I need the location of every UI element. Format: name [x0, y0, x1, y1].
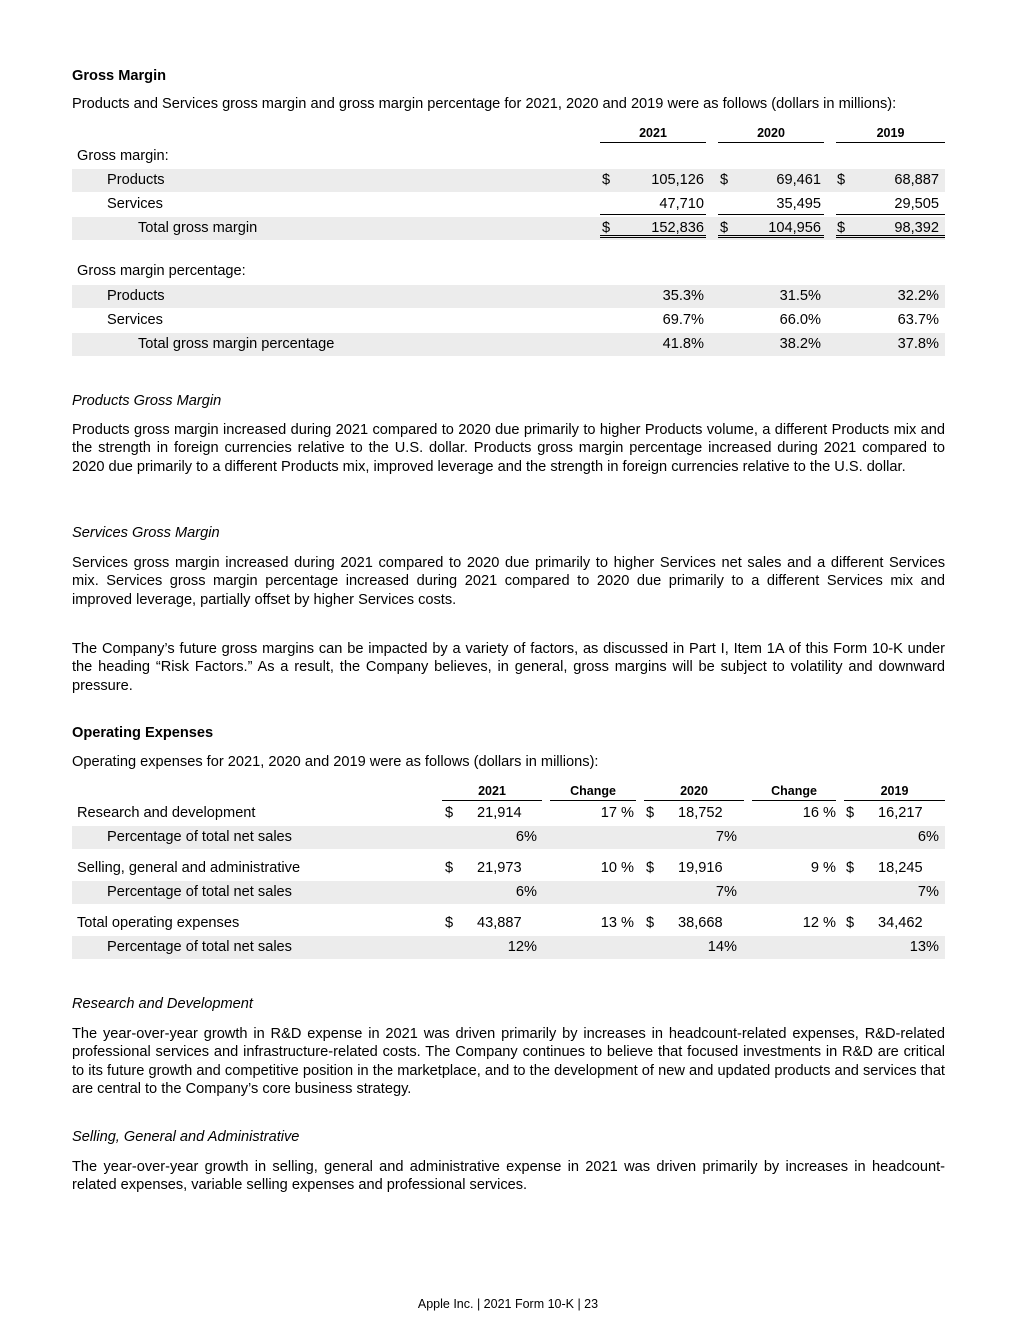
pct-2019: 13%: [909, 939, 939, 955]
row-label: Research and development: [77, 805, 256, 821]
pct-2019: 6%: [917, 829, 939, 845]
value-2019: 16,217: [878, 805, 923, 821]
change-1: 10 %: [600, 860, 634, 876]
opex-header-change-1: Change: [550, 783, 636, 801]
row-label: Percentage of total net sales: [107, 939, 292, 955]
change-2: 16 %: [802, 805, 836, 821]
opex-heading: Operating Expenses: [72, 725, 214, 741]
value-2019: 29,505: [894, 196, 939, 212]
gm-pct-section-label: Gross margin percentage:: [77, 263, 246, 279]
dollar-sign: $: [602, 172, 611, 188]
services-gm-heading: Services Gross Margin: [72, 525, 220, 541]
value-2020: 18,752: [678, 805, 723, 821]
pct-2019: 32.2%: [897, 288, 939, 304]
pct-2020: 7%: [715, 829, 737, 845]
row-label: Services: [107, 196, 163, 212]
row-label: Total gross margin percentage: [138, 336, 335, 352]
opex-header-2019: 2019: [844, 783, 945, 801]
value-2020: 104,956: [768, 220, 821, 236]
pct-2021: 41.8%: [662, 336, 704, 352]
dollar-sign: $: [445, 860, 454, 876]
pct-2021: 6%: [515, 829, 537, 845]
value-2021: 21,914: [477, 805, 522, 821]
dollar-sign: $: [846, 860, 855, 876]
table-row: [72, 881, 945, 904]
dollar-sign: $: [646, 805, 655, 821]
table-row: [72, 857, 945, 880]
dollar-sign: $: [720, 220, 729, 236]
table-row: [72, 193, 945, 216]
pct-2021: 69.7%: [662, 312, 704, 328]
pct-2019: 63.7%: [897, 312, 939, 328]
row-label: Selling, general and administrative: [77, 860, 301, 876]
dollar-sign: $: [837, 220, 846, 236]
gm-header-2019: 2019: [836, 125, 945, 143]
products-gm-heading: Products Gross Margin: [72, 393, 222, 409]
pct-2020: 14%: [707, 939, 737, 955]
gm-pct-section-row: [72, 260, 945, 283]
row-label: Total operating expenses: [77, 915, 240, 931]
rd-heading: Research and Development: [72, 996, 253, 1012]
page-footer: Apple Inc. | 2021 Form 10-K | 23: [417, 1297, 599, 1311]
opex-intro: Operating expenses for 2021, 2020 and 2019 were as follows (dollars in millions):: [72, 754, 599, 770]
value-2019: 18,245: [878, 860, 923, 876]
table-row: [72, 936, 945, 959]
value-2021: 105,126: [651, 172, 704, 188]
row-label: Products: [107, 288, 165, 304]
value-2021: 47,710: [659, 196, 704, 212]
change-2: 12 %: [802, 915, 836, 931]
dollar-sign: $: [837, 172, 846, 188]
value-2020: 35,495: [776, 196, 821, 212]
dollar-sign: $: [846, 915, 855, 931]
value-2020: 69,461: [776, 172, 821, 188]
pct-2020: 31.5%: [779, 288, 821, 304]
gross-margin-intro: Products and Services gross margin and gross margin percentage for 2021, 2020 and 2019 were as follows (dollars in millions):: [72, 96, 897, 112]
table-row: [72, 912, 945, 935]
pct-2020: 7%: [715, 884, 737, 900]
table-row: [72, 285, 945, 308]
pct-2021: 35.3%: [662, 288, 704, 304]
table-row: [72, 802, 945, 825]
table-row: [72, 333, 945, 356]
value-2019: 34,462: [878, 915, 923, 931]
opex-header-2021: 2021: [442, 783, 542, 801]
row-label: Total gross margin: [138, 220, 258, 236]
opex-header-2020: 2020: [644, 783, 744, 801]
products-gm-paragraph: Products gross margin increased during 2021 compared to 2020 due primarily to higher Products volume, a different Products mix and the strength in foreign currencies relative to the U.S. dollar. Products gross margin percentage increased during 2021 compared to 2020 due primarily to a different Products mix, improved leverage and the strength in foreign currencies relative to the U.S. dollar.: [72, 422, 945, 475]
value-2021: 21,973: [477, 860, 522, 876]
pct-2021: 12%: [507, 939, 537, 955]
row-label: Services: [107, 312, 163, 328]
table-row: [72, 309, 945, 332]
change-1: 13 %: [600, 915, 634, 931]
rd-paragraph: The year-over-year growth in R&D expense in 2021 was driven primarily by increases in headcount-related expenses, R&D-related professional services and infrastructure-related costs. The Company continues to believe that focused investments in R&D are critical to its future growth and competitive position in the marketplace, and to the development of new and updated products and services that are central to the Company’s core business strategy.: [72, 1026, 945, 1097]
gm-header-2020: 2020: [718, 125, 824, 143]
value-2019: 98,392: [894, 220, 939, 236]
pct-2021: 6%: [515, 884, 537, 900]
dollar-sign: $: [846, 805, 855, 821]
sga-heading: Selling, General and Administrative: [72, 1129, 300, 1145]
gm-section-label-row: [72, 145, 945, 168]
change-1: 17 %: [600, 805, 634, 821]
future-gm-paragraph: The Company’s future gross margins can be impacted by a variety of factors, as discussed in Part I, Item 1A of this Form 10-K under the heading “Risk Factors.” As a result, the Company believes, in general, gross margins will be subject to volatility and downward pressure.: [72, 641, 945, 694]
dollar-sign: $: [602, 220, 611, 236]
change-2: 9 %: [810, 860, 836, 876]
value-2021: 43,887: [477, 915, 522, 931]
dollar-sign: $: [445, 805, 454, 821]
gross-margin-heading: Gross Margin: [72, 68, 167, 84]
opex-header-change-2: Change: [752, 783, 836, 801]
services-gm-paragraph: Services gross margin increased during 2021 compared to 2020 due primarily to higher Services net sales and a different Services mix. Services gross margin percentage increased during 2021 compared to 2020 due primarily to a different Services mix and improved leverage, partially offset by higher Services costs.: [72, 555, 945, 608]
value-2020: 38,668: [678, 915, 723, 931]
pct-2020: 38.2%: [779, 336, 821, 352]
dollar-sign: $: [445, 915, 454, 931]
table-row: [72, 826, 945, 849]
sga-paragraph: The year-over-year growth in selling, general and administrative expense in 2021 was driven primarily by increases in headcount-related expenses, variable selling expenses and professional services.: [72, 1159, 945, 1194]
table-row: [72, 217, 945, 240]
value-2020: 19,916: [678, 860, 723, 876]
pct-2020: 66.0%: [779, 312, 821, 328]
dollar-sign: $: [720, 172, 729, 188]
gm-header-2021: 2021: [600, 125, 706, 143]
value-2021: 152,836: [651, 220, 704, 236]
row-label: Products: [107, 172, 165, 188]
dollar-sign: $: [646, 915, 655, 931]
table-row: [72, 169, 945, 192]
row-label: Percentage of total net sales: [107, 829, 292, 845]
gm-section-label: Gross margin:: [77, 148, 169, 164]
pct-2019: 7%: [917, 884, 939, 900]
pct-2019: 37.8%: [897, 336, 939, 352]
row-label: Percentage of total net sales: [107, 884, 292, 900]
dollar-sign: $: [646, 860, 655, 876]
value-2019: 68,887: [894, 172, 939, 188]
